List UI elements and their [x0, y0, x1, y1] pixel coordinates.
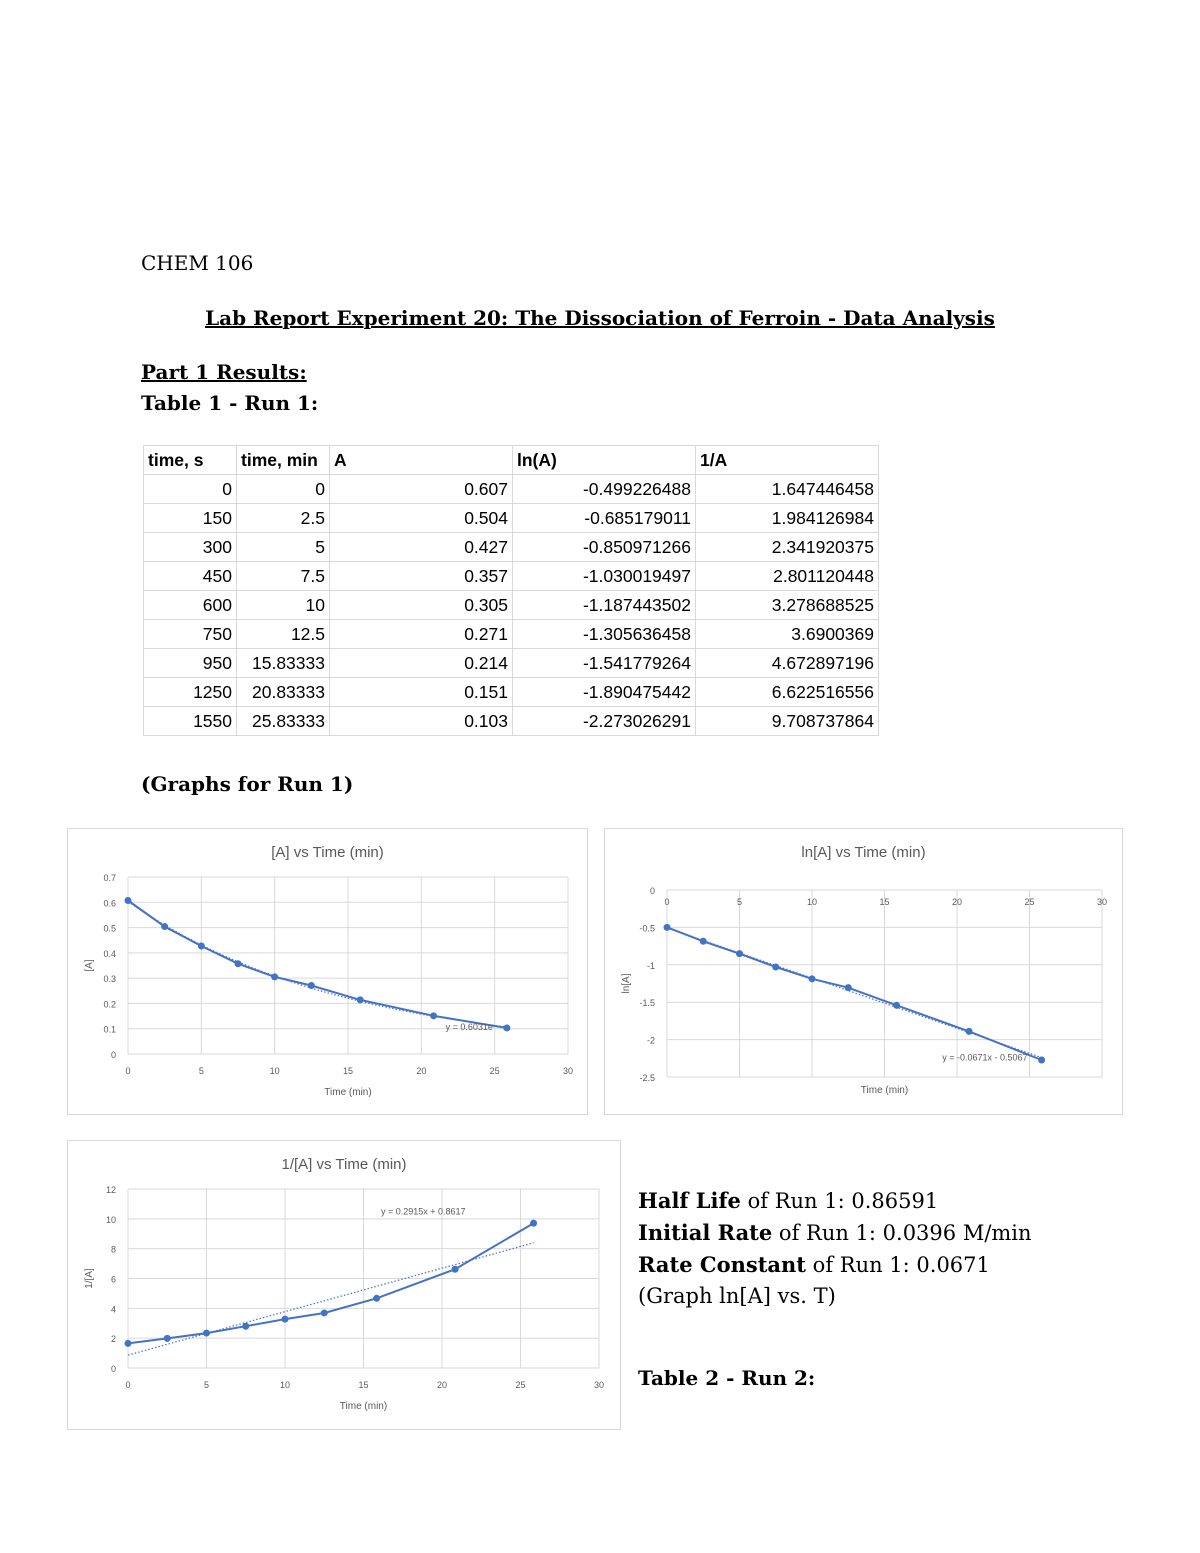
data-point	[203, 1330, 210, 1337]
y-axis-label: ln[A]	[621, 973, 632, 994]
data-point	[530, 1220, 537, 1227]
column-header: time, s	[144, 446, 237, 475]
table-cell: -0.685179011	[513, 504, 696, 533]
table-cell: 0	[144, 475, 237, 504]
y-tick-label: -2	[646, 1035, 655, 1046]
table-cell: -1.305636458	[513, 620, 696, 649]
x-tick-label: 15	[342, 1066, 354, 1076]
data-point	[125, 1340, 132, 1347]
chart-svg	[605, 829, 1122, 1114]
table-row	[144, 562, 879, 591]
table-cell: 950	[144, 649, 237, 678]
table-cell: -1.541779264	[513, 649, 696, 678]
table-row	[144, 475, 879, 504]
table-cell: 0	[237, 475, 330, 504]
rate-constant-value: of Run 1: 0.0671 (Graph ln[A] vs. T)	[638, 1253, 990, 1308]
chart-svg	[68, 1141, 620, 1429]
table-cell: 600	[144, 591, 237, 620]
half-life-label: Half Life	[638, 1188, 741, 1213]
half-life-line	[638, 1185, 1058, 1217]
x-tick-label: 25	[515, 1380, 526, 1390]
y-tick-label: 0.3	[103, 974, 116, 985]
initial-rate-label: Initial Rate	[638, 1220, 773, 1245]
rate-constant-label: Rate Constant	[638, 1252, 806, 1277]
column-header: A	[330, 446, 513, 475]
data-point	[271, 973, 278, 980]
chart-svg	[68, 829, 587, 1114]
table-cell: 5	[237, 533, 330, 562]
data-point	[503, 1024, 510, 1031]
x-tick-label: 0	[664, 897, 670, 907]
chart-inverse-concentration-vs-time	[67, 1140, 621, 1430]
rate-constant-line	[638, 1249, 1058, 1312]
table-cell: 300	[144, 533, 237, 562]
table-cell: 0.607	[330, 475, 513, 504]
y-tick-label: 0.2	[103, 999, 116, 1010]
y-tick-label: 0.7	[103, 873, 116, 883]
data-point	[664, 924, 671, 931]
chart-title: ln[A] vs Time (min)	[801, 844, 926, 861]
table-cell: 0.151	[330, 678, 513, 707]
y-tick-label: 4	[110, 1304, 116, 1315]
data-point	[452, 1266, 459, 1273]
data-point	[1038, 1057, 1045, 1064]
y-tick-label: -2.5	[639, 1073, 655, 1083]
initial-rate-value: of Run 1: 0.0396 M/min	[772, 1221, 1032, 1245]
chart-ln-concentration-vs-time	[604, 828, 1123, 1115]
x-tick-label: 25	[1024, 897, 1035, 907]
table-cell: 9.708737864	[696, 707, 879, 736]
y-tick-label: 0.1	[103, 1024, 116, 1035]
x-tick-label: 5	[198, 1066, 204, 1076]
table-cell: 20.83333	[237, 678, 330, 707]
y-tick-label: 12	[105, 1185, 116, 1195]
x-tick-label: 5	[203, 1380, 210, 1390]
table-cell: 2.5	[237, 504, 330, 533]
table-row	[144, 707, 879, 736]
table-cell: 0.305	[330, 591, 513, 620]
x-axis-label: Time (min)	[324, 1087, 372, 1098]
x-axis-label: Time (min)	[860, 1085, 909, 1096]
table-cell: -1.890475442	[513, 678, 696, 707]
table1-label: Table 1 - Run 1:	[141, 391, 319, 415]
table-cell: 12.5	[237, 620, 330, 649]
x-tick-label: 30	[562, 1066, 574, 1076]
x-tick-label: 15	[879, 897, 890, 907]
y-tick-label: 0	[110, 1050, 116, 1060]
y-tick-label: -0.5	[639, 923, 655, 934]
table-cell: 2.341920375	[696, 533, 879, 562]
table-cell: 0.504	[330, 504, 513, 533]
data-point	[161, 923, 168, 930]
table-cell: -1.187443502	[513, 591, 696, 620]
data-point	[966, 1028, 973, 1035]
table-cell: -2.273026291	[513, 707, 696, 736]
chart-title: 1/[A] vs Time (min)	[281, 1156, 407, 1173]
y-tick-label: 6	[110, 1274, 116, 1285]
y-tick-label: -1.5	[639, 998, 655, 1009]
table-cell: 0.103	[330, 707, 513, 736]
y-tick-label: -1	[646, 960, 655, 971]
table-cell: 750	[144, 620, 237, 649]
table-row	[144, 678, 879, 707]
data-point	[809, 975, 816, 982]
x-tick-label: 15	[358, 1380, 369, 1390]
x-tick-label: 20	[416, 1066, 427, 1076]
document-title: Lab Report Experiment 20: The Dissociation of Ferroin - Data Analysis	[205, 306, 995, 330]
table-cell: 1.647446458	[696, 475, 879, 504]
data-point	[164, 1335, 171, 1342]
table-row	[144, 533, 879, 562]
y-tick-label: 2	[110, 1334, 116, 1345]
y-tick-label: 0.6	[103, 898, 116, 909]
table-header-row	[144, 446, 879, 475]
data-point	[125, 897, 132, 904]
data-point	[430, 1012, 437, 1019]
table-row	[144, 591, 879, 620]
x-tick-label: 30	[1096, 897, 1108, 907]
table-cell: 1250	[144, 678, 237, 707]
y-tick-label: 0.5	[103, 923, 116, 934]
table-cell: 1.984126984	[696, 504, 879, 533]
column-header: 1/A	[696, 446, 879, 475]
table-cell: 450	[144, 562, 237, 591]
x-tick-label: 10	[806, 897, 818, 907]
data-point	[893, 1002, 900, 1009]
table-body	[144, 475, 879, 736]
data-point	[321, 1309, 328, 1316]
y-tick-label: 0	[110, 1364, 116, 1374]
data-point	[736, 950, 743, 957]
table-cell: 0.271	[330, 620, 513, 649]
trendline-equation: y = 0.6031e	[445, 1022, 493, 1033]
column-header: ln(A)	[513, 446, 696, 475]
table-cell: -1.030019497	[513, 562, 696, 591]
x-axis-label: Time (min)	[339, 1401, 388, 1412]
data-point	[235, 960, 242, 967]
table-cell: -0.850971266	[513, 533, 696, 562]
table-cell: 2.801120448	[696, 562, 879, 591]
table-cell: -0.499226488	[513, 475, 696, 504]
table-cell: 0.357	[330, 562, 513, 591]
table-cell: 0.214	[330, 649, 513, 678]
table-row	[144, 620, 879, 649]
trendline-equation: y = -0.0671x - 0.5067	[942, 1052, 1028, 1063]
chart-concentration-vs-time	[67, 828, 588, 1115]
table-cell: 150	[144, 504, 237, 533]
course-label: CHEM 106	[141, 251, 254, 275]
x-tick-label: 20	[951, 897, 963, 907]
x-tick-label: 10	[269, 1066, 280, 1076]
data-point	[373, 1295, 380, 1302]
data-point	[772, 964, 779, 971]
trendline-equation: y = 0.2915x + 0.8617	[380, 1206, 466, 1217]
x-tick-label: 25	[489, 1066, 500, 1076]
data-point	[357, 996, 364, 1003]
chart-title: [A] vs Time (min)	[271, 844, 384, 861]
table-cell: 0.427	[330, 533, 513, 562]
table-cell: 15.83333	[237, 649, 330, 678]
table-row	[144, 504, 879, 533]
y-axis-label: [A]	[84, 959, 95, 972]
series-line	[128, 1223, 534, 1343]
data-point	[198, 943, 205, 950]
data-point	[282, 1316, 289, 1323]
table-cell: 3.6900369	[696, 620, 879, 649]
x-tick-label: 10	[279, 1380, 291, 1390]
part1-heading: Part 1 Results:	[141, 360, 307, 384]
y-tick-label: 10	[105, 1214, 116, 1225]
x-tick-label: 0	[125, 1066, 131, 1076]
run1-data-table	[143, 445, 879, 736]
x-tick-label: 5	[736, 897, 743, 907]
y-tick-label: 8	[110, 1244, 116, 1255]
x-tick-label: 30	[593, 1380, 605, 1390]
table-cell: 6.622516556	[696, 678, 879, 707]
x-tick-label: 20	[436, 1380, 448, 1390]
table-cell: 1550	[144, 707, 237, 736]
graphs-label: (Graphs for Run 1)	[141, 772, 354, 796]
x-tick-label: 0	[125, 1380, 131, 1390]
y-axis-label: 1/[A]	[84, 1268, 95, 1289]
data-point	[242, 1323, 249, 1330]
half-life-value: of Run 1: 0.86591	[740, 1189, 939, 1213]
y-tick-label: 0.4	[103, 948, 116, 959]
table-row	[144, 649, 879, 678]
table2-label: Table 2 - Run 2:	[638, 1366, 816, 1390]
initial-rate-line	[638, 1217, 1058, 1249]
results-summary	[638, 1185, 1058, 1312]
y-tick-label: 0	[649, 886, 655, 896]
table-cell: 3.278688525	[696, 591, 879, 620]
column-header: time, min	[237, 446, 330, 475]
table-cell: 7.5	[237, 562, 330, 591]
series-line	[128, 901, 507, 1029]
trendline	[128, 902, 507, 1028]
data-point	[845, 984, 852, 991]
data-point	[308, 982, 315, 989]
table-cell: 25.83333	[237, 707, 330, 736]
table-cell: 10	[237, 591, 330, 620]
table-cell: 4.672897196	[696, 649, 879, 678]
data-point	[700, 938, 707, 945]
